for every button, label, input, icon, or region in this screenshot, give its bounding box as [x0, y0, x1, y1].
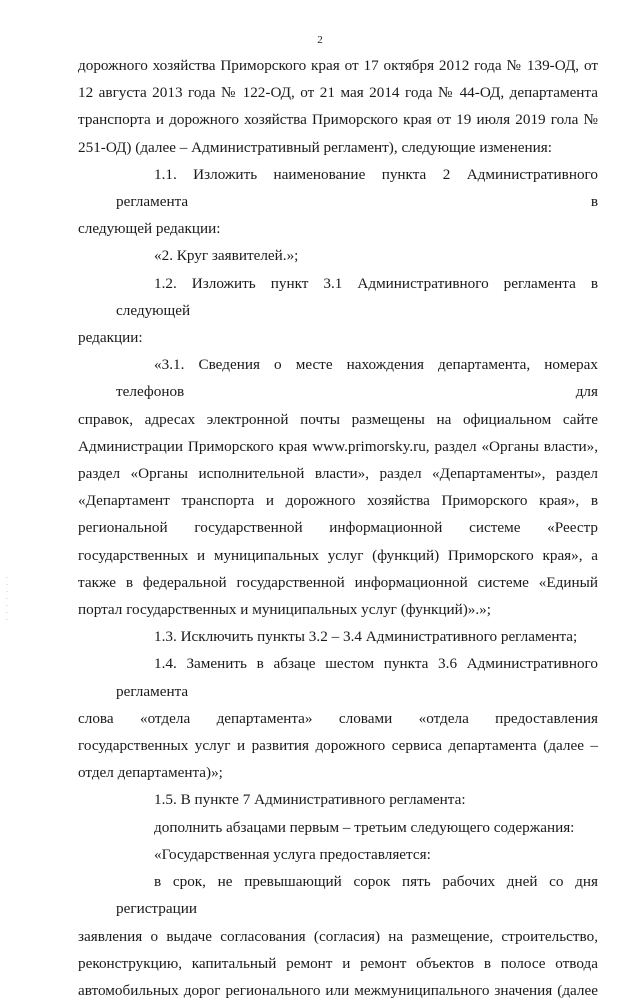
- text-line: портал государственных и муниципальных услуг (функций)».»;: [78, 601, 491, 619]
- document-body: [78, 52, 598, 1004]
- text-line: 1.3. Исключить пункты 3.2 – 3.4 Административного регламента;: [154, 628, 578, 646]
- text-line: государственных и муниципальных услуг (функций) Приморского края», а: [78, 546, 598, 564]
- text-line: отдел департамента)»;: [78, 764, 223, 782]
- text-line: также в федеральной государственной информационной системе «Единый: [78, 573, 598, 591]
- text-line: транспорта и дорожного хозяйства Приморского края от 19 июля 2019 гола №: [78, 111, 598, 129]
- text-line: дополнить абзацами первым – третьим следующего содержания:: [154, 818, 575, 836]
- text-line: «3.1. Сведения о месте нахождения департамента, номерах телефонов для: [116, 356, 598, 401]
- text-line: 1.1. Изложить наименование пункта 2 Административного регламента в: [116, 165, 598, 211]
- text-line: «Государственная услуга предоставляется:: [154, 845, 431, 863]
- text-line: 251-ОД) (далее – Административный регламент), следующие изменения:: [78, 138, 552, 156]
- text-line: государственных услуг и развития дорожного сервиса департамента (далее –: [78, 737, 598, 755]
- text-line: дорожного хозяйства Приморского края от 17 октября 2012 года № 139-ОД, от: [78, 57, 598, 74]
- text-line: 1.2. Изложить пункт 3.1 Административного регламента в следующей: [116, 274, 598, 319]
- text-line: «Департамент транспорта и дорожного хозяйства Приморского края», в: [78, 492, 598, 510]
- text-line: Администрации Приморского края www.primorsky.ru, раздел «Органы власти»,: [78, 437, 598, 455]
- text-line: в срок, не превышающий сорок пять рабочих дней со дня регистрации: [116, 873, 598, 918]
- text-line: слова «отдела департамента» словами «отдела предоставления: [78, 709, 598, 727]
- page-number: 2: [317, 34, 323, 46]
- text-line: 12 августа 2013 года № 122-ОД, от 21 мая 2014 года № 44-ОД, департамента: [78, 84, 598, 102]
- margin-marks: · · · · · · ·: [6, 575, 8, 624]
- text-line: заявления о выдаче согласования (согласия) на размещение, строительство,: [78, 927, 598, 945]
- text-line: раздел «Органы исполнительной власти», раздел «Департаменты», раздел: [78, 465, 598, 483]
- text-line: «2. Круг заявителей.»;: [154, 247, 299, 265]
- text-line: реконструкцию, капитальный ремонт и ремонт объектов в полосе отвода: [78, 954, 598, 972]
- text-line: автомобильных дорог регионального или межмуниципального значения (далее: [78, 981, 598, 999]
- text-line: редакции:: [78, 329, 143, 347]
- text-line: 1.4. Заменить в абзаце шестом пункта 3.6 Административного регламента: [116, 655, 598, 700]
- text-line: 1.5. В пункте 7 Административного регламента:: [154, 791, 466, 809]
- text-line: следующей редакции:: [78, 220, 221, 238]
- text-line: региональной государственной информационной системе «Реестр: [78, 519, 598, 537]
- text-line: справок, адресах электронной почты размещены на официальном сайте: [78, 410, 598, 428]
